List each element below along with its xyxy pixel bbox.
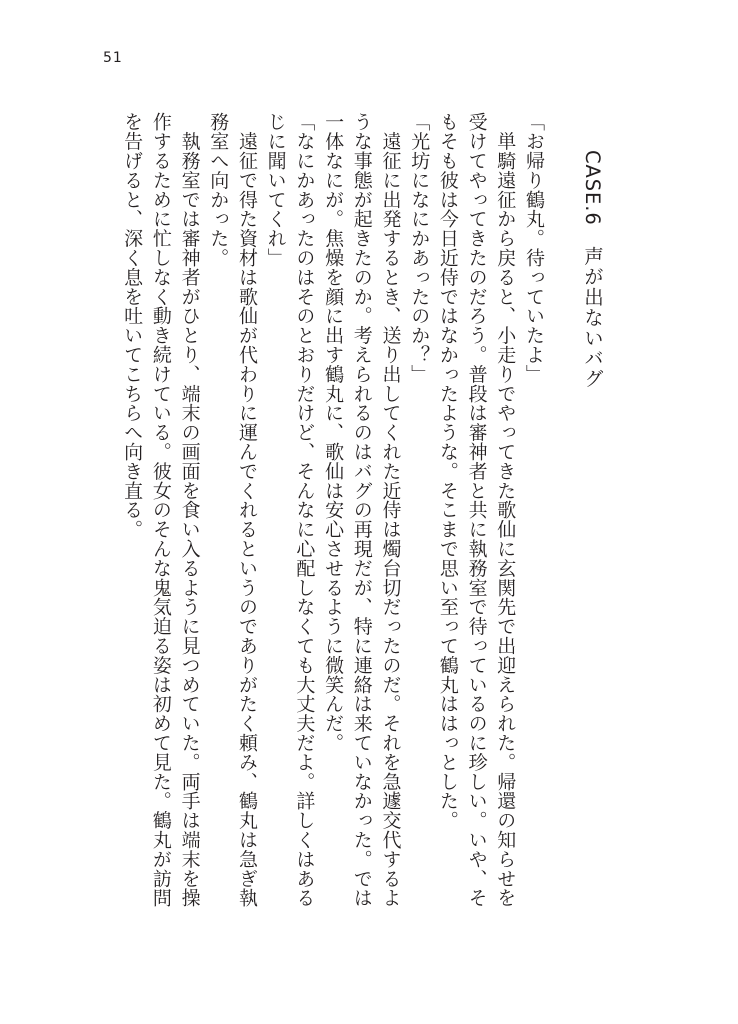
text-line: じに聞いてくれ」 — [264, 112, 287, 268]
text-line: もそも彼は今日近侍ではなかったような。そこまで思い至って鶴丸ははっとした。 — [436, 112, 459, 830]
text-line: 務室へ向かった。 — [207, 112, 230, 268]
text-line: 「光坊になにかあったのか？」 — [408, 112, 431, 384]
text-line: 「なにかあったのはそのとおりだけど、そんなに心配しなくても大丈夫だよ。詳しくはある — [293, 112, 316, 908]
text-line: 執務室では審神者がひとり、端末の画面を食い入るように見つめていた。両手は端末を操 — [178, 112, 201, 908]
text-line: 単騎遠征から戻ると、小走りでやってきた歌仙に玄関先で出迎えられた。帰還の知らせを — [494, 112, 517, 908]
text-line: 作するために忙しなく動き続けている。彼女のそんな鬼気迫る姿は初めて見た。鶴丸が訪問 — [149, 112, 172, 908]
text-line: 遠征に出発するとき、送り出してくれた近侍は燭台切だったのだ。それを急遽交代するよ — [379, 112, 402, 908]
text-line: 遠征で得た資材は歌仙が代わりに運んでくれるというのでありがたく頼み、鶴丸は急ぎ執 — [235, 112, 258, 908]
text-line: 受けてやってきたのだろう。普段は審神者と共に執務室で待っているのに珍しい。いや、そ — [465, 112, 488, 908]
chapter-title: CASE.6 声が出ないバグ — [581, 150, 604, 389]
text-line: うな事態が起きたのか。考えられるのはバグの再現だが、特に連絡は来ていなかった。では — [350, 112, 373, 908]
page-number: 51 — [103, 50, 123, 66]
body-text — [100, 112, 548, 962]
text-line: 一体なにが。焦燥を顔に出す鶴丸に、歌仙は安心させるように微笑んだ。 — [322, 112, 345, 753]
text-line: 「お帰り鶴丸。待っていたよ」 — [523, 112, 545, 384]
text-line: を告げると、深く息を吐いてこちらへ向き直る。 — [121, 112, 144, 539]
